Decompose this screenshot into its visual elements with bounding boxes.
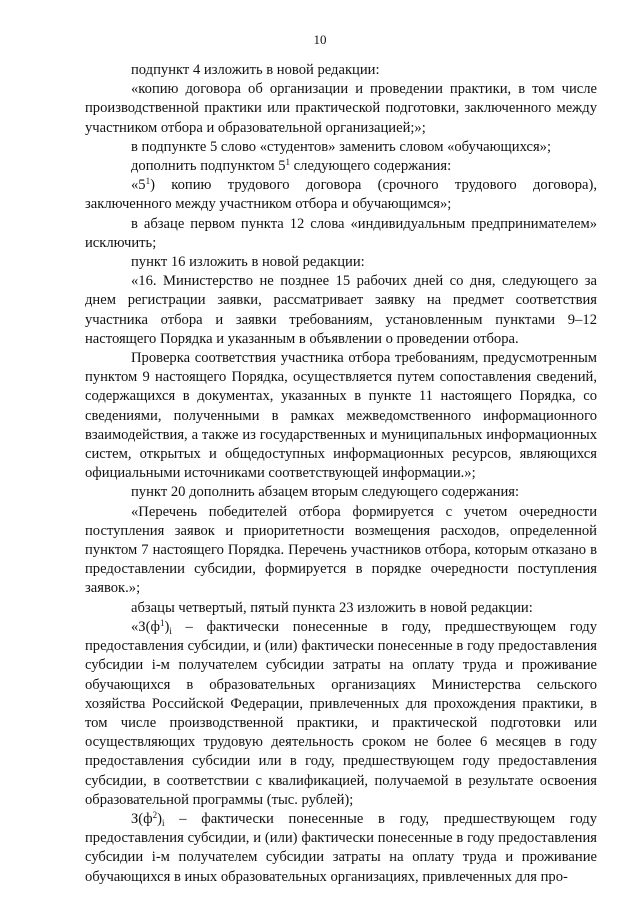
- paragraph-text: З(ф: [131, 810, 153, 827]
- superscript: 1: [285, 157, 291, 168]
- paragraph-text: «16. Министерство не позднее 15 рабочих дней со дня, следующего за днем регистрации заявки, рассматривает заявку на предмет соответствия участника отбора и заявки требованиям, установленным пунктами 9–12 настоящего Порядка и указанным в объявлении о проведении отбора.: [85, 273, 597, 347]
- paragraph-text: следующего содержания:: [290, 158, 452, 175]
- paragraph-4: [85, 157, 597, 176]
- paragraph-10: [85, 483, 597, 502]
- paragraph-text: пункт 16 изложить в новой редакции:: [131, 254, 365, 271]
- paragraph-text: в абзаце первом пункта 12 слова «индивидуальным предпринимателем» исключить;: [85, 215, 597, 251]
- paragraph-text: «Перечень победителей отбора формируется с учетом очередности поступления заявок и приоритетности возмещения расходов, определенной пунктом 7 настоящего Порядка. Перечень участников отбора, которым отказано в предоставлении субсидии, формируется в порядке очередности поступления заявок.»;: [85, 503, 597, 597]
- paragraph-13: [85, 618, 597, 810]
- paragraph-1: [85, 61, 597, 80]
- paragraph-14: [85, 810, 597, 887]
- paragraph-7: [85, 253, 597, 272]
- paragraph-9: [85, 349, 597, 483]
- paragraph-11: [85, 503, 597, 599]
- paragraph-12: [85, 599, 597, 618]
- paragraph-text: ): [157, 810, 163, 827]
- paragraph-text: – фактически понесенные в году, предшествующем году предоставления субсидии, и (или) фактически понесенные в году предоставления субсидии i-м получателем субсидии затраты на оплату труда и проживание обучающихся в иных образовательных организациях, привлеченных для про-: [85, 810, 597, 885]
- page-number: 10: [313, 32, 327, 47]
- paragraph-text: ) копию трудового договора (срочного трудового договора), заключенного между участником отбора и обучающимся»;: [85, 177, 597, 213]
- superscript: 2: [152, 809, 158, 820]
- paragraph-3: [85, 138, 597, 157]
- paragraph-text: подпункт 4 изложить в новой редакции:: [131, 62, 380, 78]
- paragraph-text: пункт 20 дополнить абзацем вторым следующего содержания:: [131, 484, 520, 501]
- subscript: i: [162, 817, 165, 828]
- paragraph-text: абзацы четвертый, пятый пункта 23 изложить в новой редакции:: [131, 599, 533, 616]
- paragraph-text: ): [164, 618, 170, 635]
- paragraph-text: – фактически понесенные в году, предшествующем году предоставления субсидии, и (или) фактически понесенные в году предоставления субсидии i-м получателем субсидии затраты на оплату труда и проживание обучающихся в образовательных организациях Министерства сельского хозяйства Российской Федерации, привлеченных для прохождения практики, в том числе производственной практики, и практической подготовки или осуществляющих трудовую деятельность сроком не более 6 месяцев в году предоставления субсидии или в году, предшествующем году предоставления субсидии, в соответствии с квалификацией, получаемой в результате освоения образовательной программы (тыс. рублей);: [85, 618, 597, 808]
- paragraph-text: дополнить подпунктом 5: [131, 158, 286, 175]
- paragraph-text: «5: [131, 177, 146, 194]
- paragraph-text: «З(ф: [131, 618, 160, 635]
- paragraph-text: Проверка соответствия участника отбора требованиям, предусмотренным пунктом 9 настоящего Порядка, осуществляется путем сопоставления сведений, содержащихся в документах, указанных в пункте 11 настоящего Порядка, со сведениями, полученными в рамках межведомственного информационного взаимодействия, а также из государственных и муниципальных информационных систем, открытых и общедоступных информационных ресурсов, являющихся официальными источниками соответствующей информации.»;: [85, 350, 597, 482]
- paragraph-8: [85, 272, 597, 349]
- paragraph-6: [85, 215, 597, 253]
- superscript: 1: [145, 176, 151, 187]
- paragraph-5: [85, 176, 597, 214]
- subscript: i: [169, 625, 172, 636]
- superscript: 1: [159, 617, 165, 628]
- paragraph-text: в подпункте 5 слово «студентов» заменить словом «обучающихся»;: [131, 138, 552, 155]
- paragraph-2: [85, 80, 597, 138]
- paragraph-text: «копию договора об организации и проведении практики, в том числе производственной практики или практической подготовки, заключенного между участником отбора и образовательной организацией;»;: [85, 81, 597, 136]
